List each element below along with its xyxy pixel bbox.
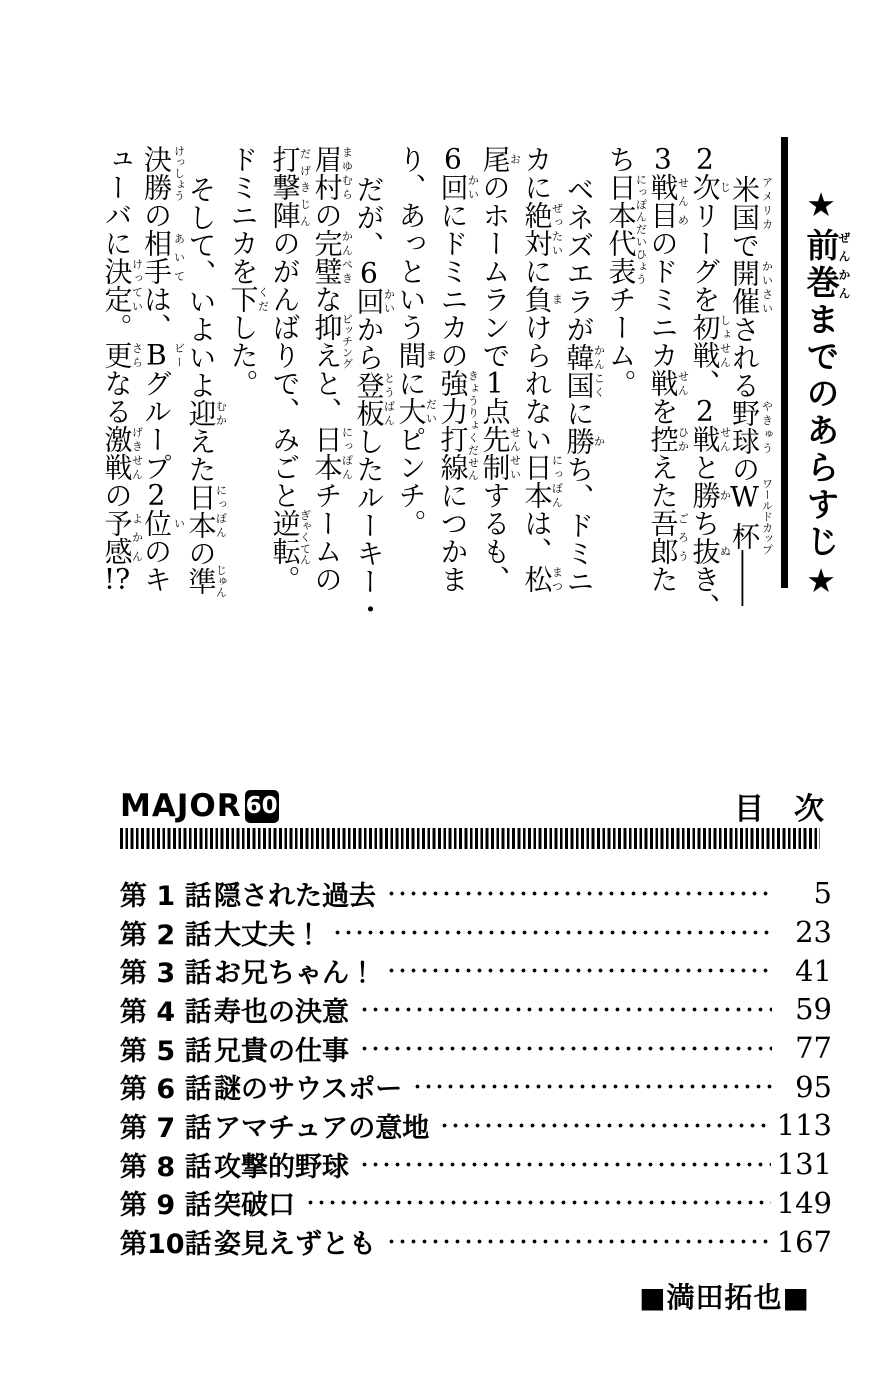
chapter-number: 第10話	[120, 1229, 212, 1261]
synopsis-column: 6回かいにドミニカの強力打線きょうりょくだせんにつかま	[436, 145, 480, 593]
chapter-row	[120, 1222, 832, 1261]
dot-leader	[386, 951, 772, 990]
chapter-title: 謎のサウスポー	[214, 1074, 403, 1106]
synopsis-column: 米国 アメリカで開催 かいさいされる野球 やきゅうのW杯 ワールドカップ――	[727, 175, 774, 606]
chapter-row	[120, 1029, 832, 1068]
synopsis-column: ち日本代表にっぽんだいひょうチーム。	[604, 145, 648, 397]
chapter-page-number: 23	[795, 915, 832, 950]
dot-leader	[412, 1067, 772, 1106]
chapter-row	[120, 1106, 832, 1145]
chapter-number: 第 7 話	[120, 1112, 212, 1144]
chapter-row	[120, 1145, 832, 1184]
synopsis-column: カに絶対ぜったいに負まけられない日本にっぽんは、松まつ	[520, 145, 564, 593]
chapter-number: 第 5 話	[120, 1035, 212, 1067]
chapter-list	[120, 874, 832, 1261]
chapter-page-number: 149	[776, 1185, 832, 1220]
striped-divider	[120, 828, 820, 849]
volume-badge: 60	[245, 790, 279, 823]
chapter-row	[120, 951, 832, 990]
chapter-number: 第 9 話	[120, 1190, 212, 1222]
dot-leader	[332, 913, 772, 952]
chapter-number: 第 8 話	[120, 1151, 212, 1183]
author-credit: ■満田拓也■	[639, 1281, 810, 1314]
synopsis-body	[100, 137, 774, 623]
chapter-page-number: 59	[795, 992, 832, 1027]
dot-leader	[439, 1106, 770, 1145]
synopsis-column: ベネズエラが韓国かんこくに勝かち、ドミニ	[562, 175, 606, 595]
dot-leader	[359, 990, 772, 1029]
synopsis-column: り、あっという間まに大だいピンチ。	[394, 145, 438, 537]
contents-heading: 目 次	[734, 792, 824, 827]
chapter-page-number: 77	[795, 1031, 832, 1066]
chapter-row	[120, 913, 832, 952]
dot-leader	[386, 1222, 771, 1261]
toc-header	[120, 784, 824, 828]
chapter-title: 大丈夫！	[214, 919, 322, 951]
series-logo: MAJOR	[120, 787, 242, 824]
chapter-row	[120, 874, 832, 913]
dot-leader	[305, 1184, 771, 1223]
chapter-row	[120, 1067, 832, 1106]
chapter-number: 第 4 話	[120, 996, 212, 1028]
chapter-page-number: 131	[776, 1147, 832, 1182]
chapter-page-number: 95	[795, 1069, 832, 1104]
synopsis-column: 3戦目せんめのドミニカ戦せんを控ひかえた吾郎ごろうた	[646, 145, 690, 593]
synopsis-column: 打撃陣だげきじんのがんばりで、みごと逆転ぎゃくてん。	[268, 145, 312, 593]
chapter-title: 姿見えずとも	[214, 1229, 376, 1261]
dot-leader	[359, 1145, 771, 1184]
chapter-title: 寿也の決意	[214, 996, 349, 1028]
chapter-title: 突破口	[214, 1190, 295, 1222]
chapter-page-number: 5	[813, 876, 832, 911]
chapter-row	[120, 990, 832, 1029]
chapter-title: アマチュアの意地	[214, 1112, 430, 1144]
synopsis-section	[100, 137, 851, 623]
synopsis-title: ★前巻ぜんかんまでのあらすじ★	[781, 137, 850, 588]
synopsis-column: 眉村まゆむらの完璧かんぺきな抑えピッチングと、日本にっぽんチームの	[310, 145, 354, 593]
synopsis-column: 尾おのホームランで1点先制せんせいするも、	[478, 145, 522, 593]
synopsis-column: 2次じリーグを初戦しょせん、2戦せんと勝かち抜ぬき、	[688, 145, 732, 621]
dot-leader	[359, 1029, 772, 1068]
synopsis-column: そして、いよいよ迎むかえた日本にっぽんの準じゅん	[184, 175, 228, 598]
chapter-number: 第 3 話	[120, 958, 212, 990]
synopsis-column: ューバに決定けってい。更さらなる激戦げきせんの予感よかん!?	[100, 145, 144, 593]
chapter-page-number: 167	[776, 1224, 832, 1259]
chapter-title: 攻撃的野球	[214, 1151, 349, 1183]
chapter-page-number: 113	[776, 1108, 832, 1143]
chapter-title: 隠された過去	[214, 880, 376, 912]
chapter-title: お兄ちゃん！	[214, 958, 376, 990]
dot-leader	[386, 874, 772, 913]
chapter-row	[120, 1184, 832, 1223]
chapter-number: 第 6 話	[120, 1074, 212, 1106]
chapter-number: 第 1 話	[120, 880, 212, 912]
chapter-page-number: 41	[795, 953, 832, 988]
synopsis-column: だが、6回かいから登板とうばんしたルーキー・	[352, 175, 396, 623]
chapter-title: 兄貴の仕事	[214, 1035, 349, 1067]
chapter-number: 第 2 話	[120, 919, 212, 951]
synopsis-column: 決勝 けっしょうの相手 あいては、B ビーグループ2位 いのキ	[139, 145, 186, 593]
synopsis-column: ドミニカを下くだした。	[226, 145, 270, 397]
